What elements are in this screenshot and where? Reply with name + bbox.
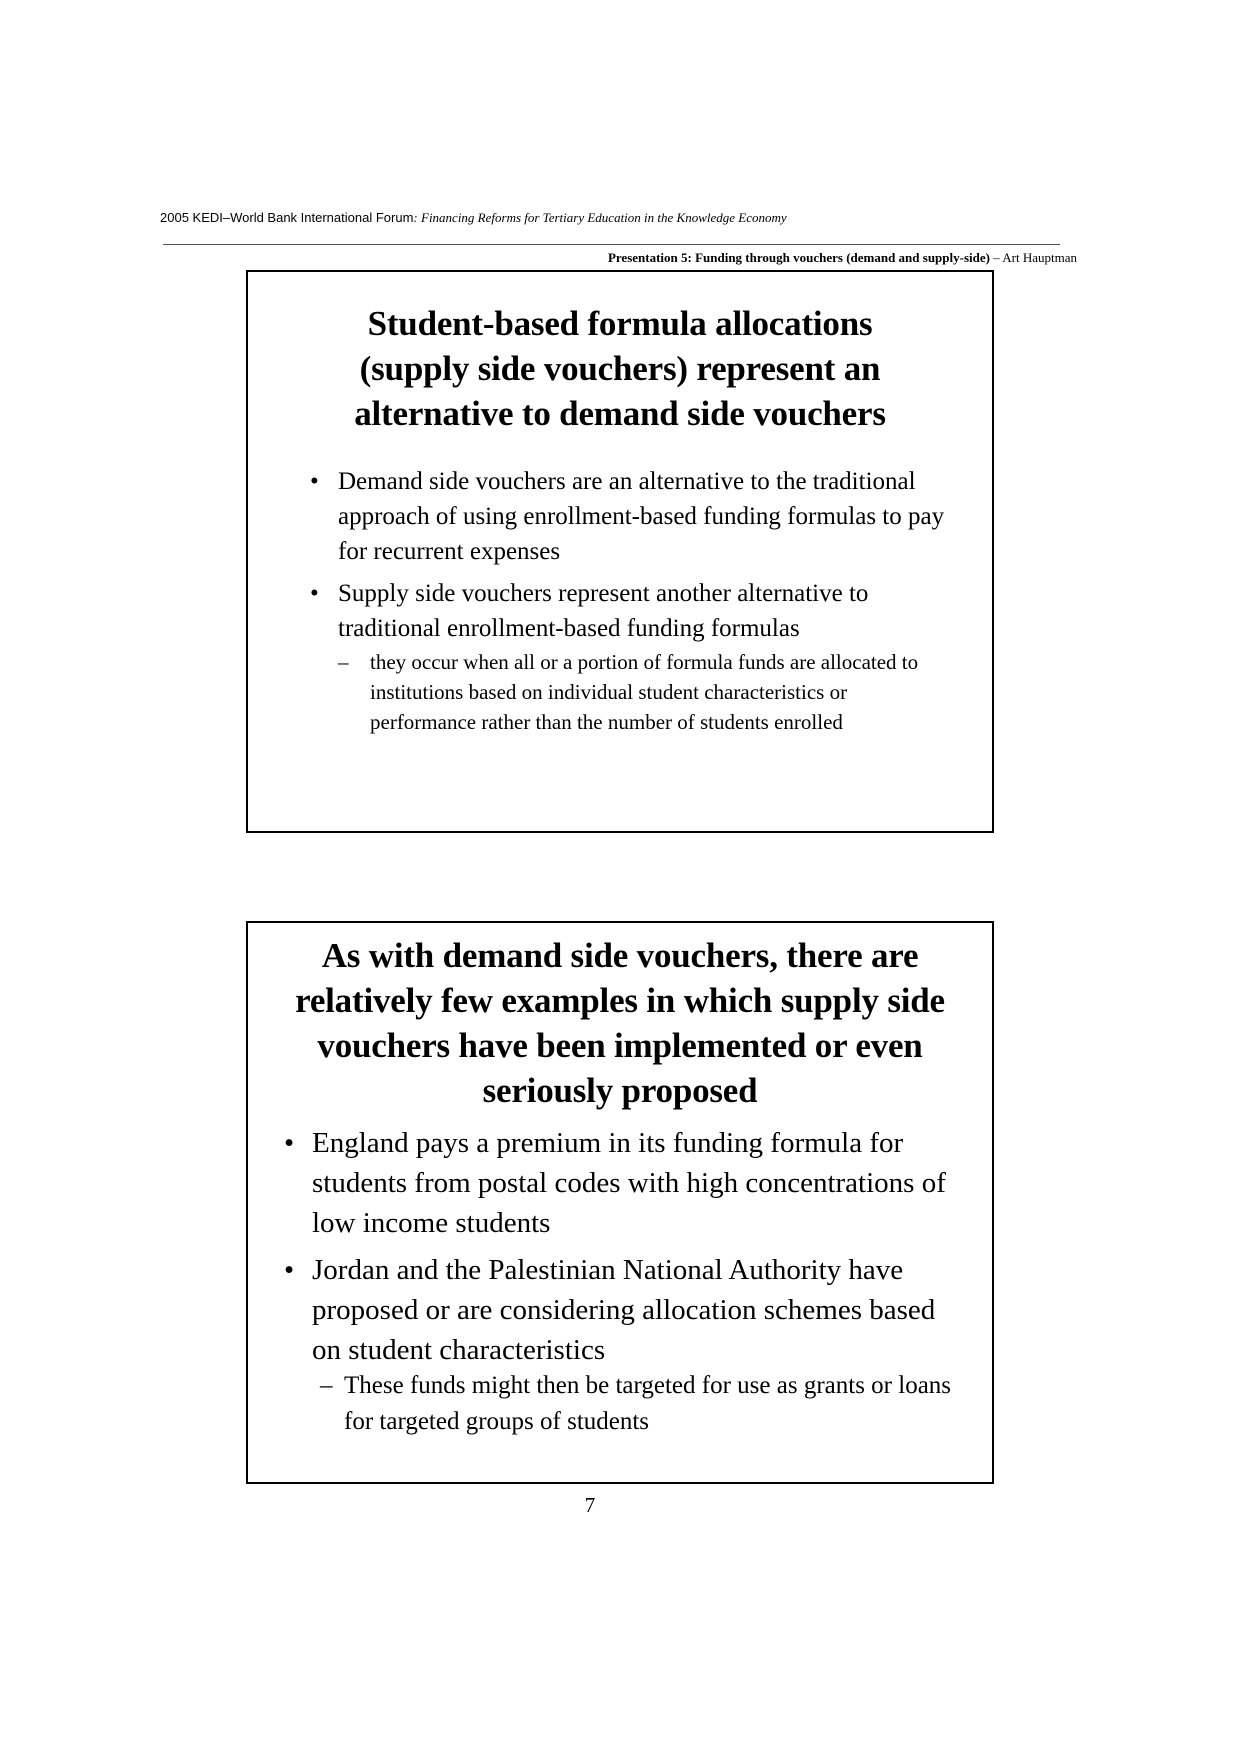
bullet-marker: • bbox=[310, 468, 319, 495]
presentation-title: Presentation 5: Funding through vouchers (demand and supply-side) bbox=[607, 250, 990, 265]
bullet-list bbox=[248, 1123, 992, 1440]
forum-subtitle: Financing Reforms for Tertiary Education in the Knowledge Economy bbox=[421, 210, 787, 225]
sub-bullet-text: These funds might then be targeted for use as grants or loans for targeted groups of students bbox=[344, 1372, 952, 1435]
bullet-item bbox=[284, 1250, 962, 1440]
bullet-text: Demand side vouchers are an alternative to the traditional approach of using enrollment-based funding formulas to pay for recurrent expenses bbox=[338, 468, 945, 565]
author-name: Art Hauptman bbox=[1002, 250, 1077, 265]
bullet-marker: • bbox=[310, 580, 319, 607]
page-number: 7 bbox=[584, 1493, 596, 1517]
bullet-list bbox=[248, 464, 992, 737]
sub-bullet-item bbox=[312, 1368, 962, 1440]
presentation-header bbox=[608, 250, 1077, 266]
slide-title: As with demand side vouchers, there are relatively few examples in which supply side vouchers have been implemented or even seriously proposed bbox=[295, 936, 945, 1110]
bullet-marker: • bbox=[284, 1254, 295, 1286]
dash-marker: – bbox=[338, 650, 349, 674]
author-separator: – bbox=[989, 250, 1003, 265]
slide-1 bbox=[246, 270, 994, 833]
running-header bbox=[160, 210, 1060, 226]
bullet-item bbox=[284, 1123, 962, 1243]
forum-separator: : bbox=[413, 210, 421, 225]
forum-name: 2005 KEDI–World Bank International Forum bbox=[160, 210, 414, 225]
bullet-text: Supply side vouchers represent another alternative to traditional enrollment-based funding formulas bbox=[338, 580, 869, 642]
bullet-text: England pays a premium in its funding formula for students from postal codes with high concentrations of low income students bbox=[312, 1127, 946, 1239]
sub-bullet-item bbox=[338, 647, 952, 737]
sub-bullet-text: they occur when all or a portion of formula funds are allocated to institutions based on individual student characteristics or performance rather than the number of students enrolled bbox=[370, 650, 919, 734]
slide-2 bbox=[246, 921, 994, 1484]
bullet-item bbox=[310, 576, 952, 737]
header-rule bbox=[163, 244, 1060, 245]
slide-title: Student-based formula allocations (supply side vouchers) represent an alternative to demand side vouchers bbox=[354, 304, 886, 433]
dash-marker: – bbox=[320, 1372, 333, 1399]
bullet-item bbox=[310, 464, 952, 569]
bullet-text: Jordan and the Palestinian National Authority have proposed or are considering allocation schemes based on student characteristics bbox=[312, 1254, 936, 1366]
bullet-marker: • bbox=[284, 1127, 295, 1159]
